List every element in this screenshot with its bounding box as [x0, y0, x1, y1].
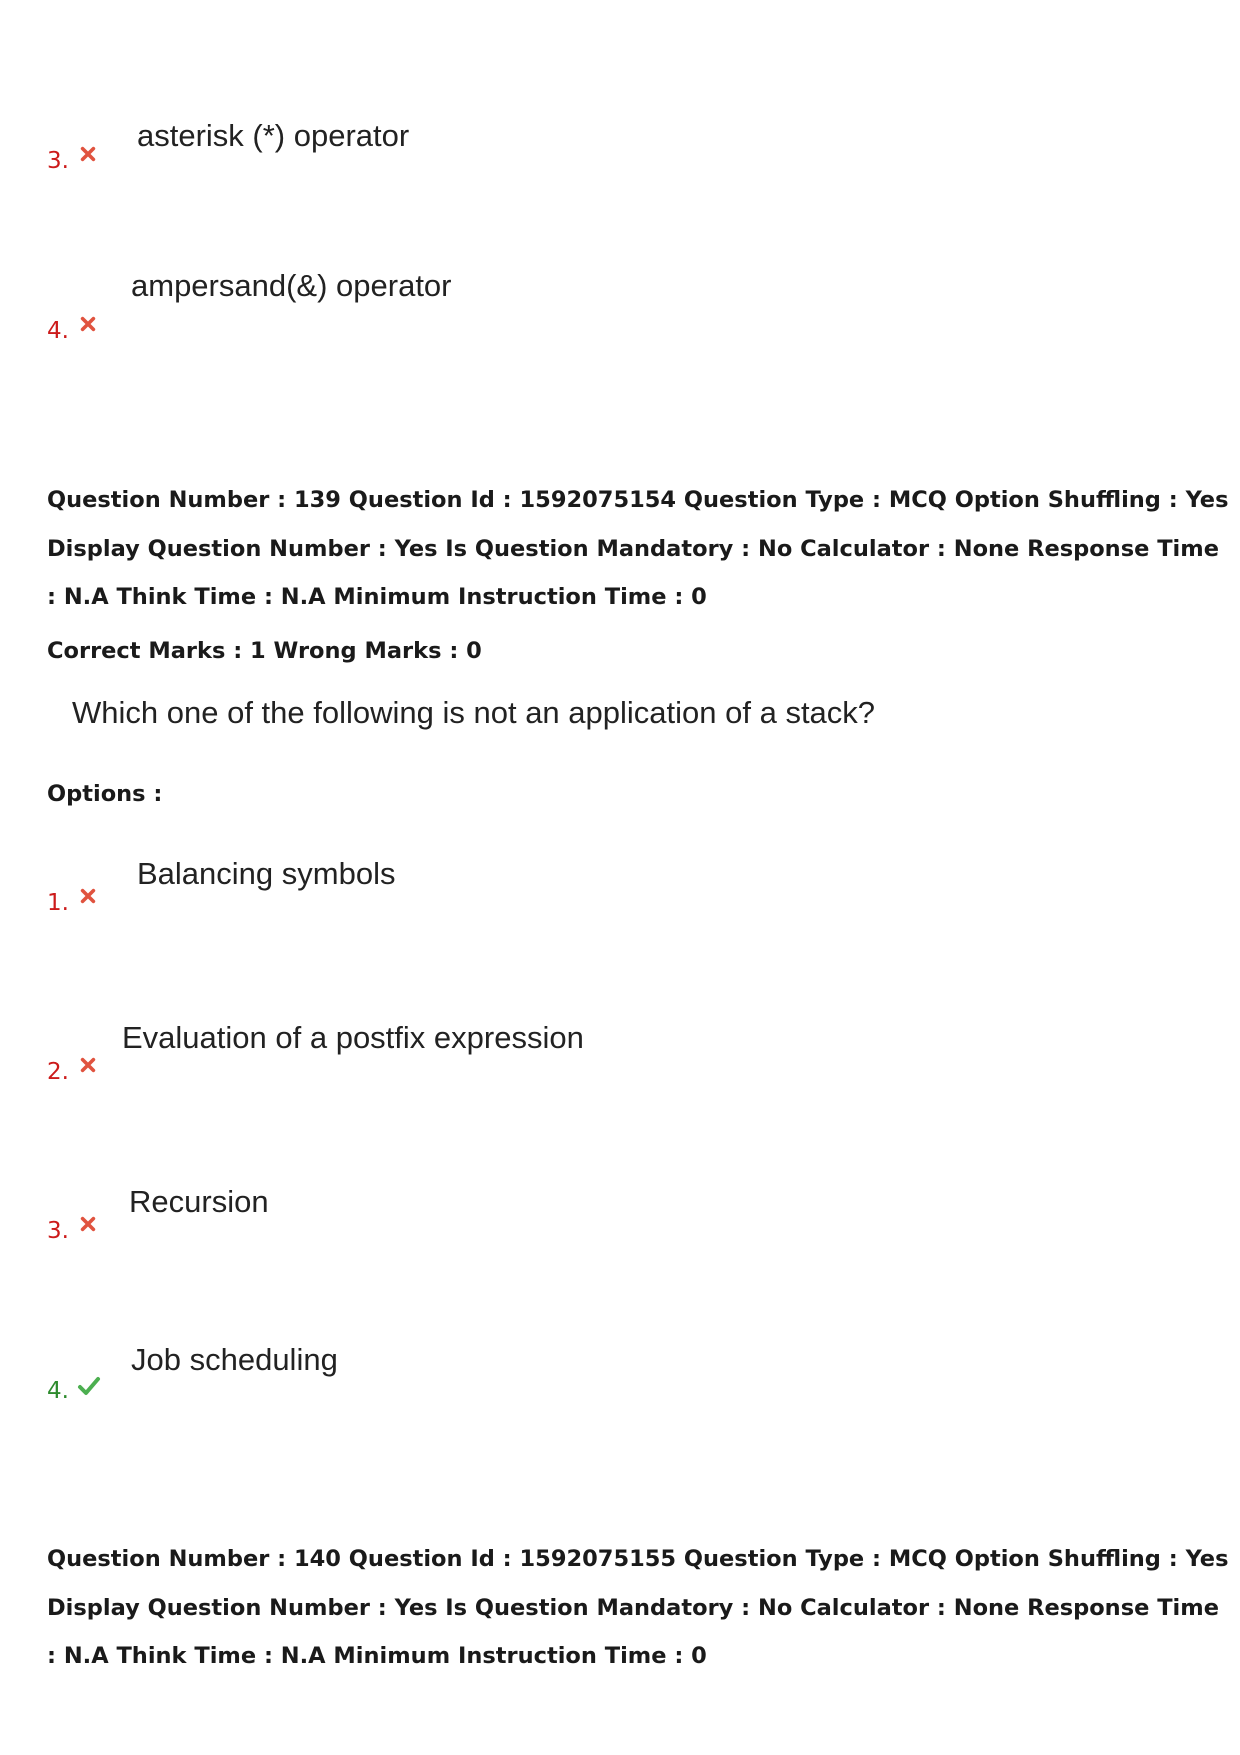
option-text: Recursion	[129, 1184, 269, 1219]
option-text: ampersand(&) operator	[131, 268, 452, 303]
meta-line: Question Number : 140 Question Id : 1592075155 Question Type : MCQ Option Shuffling : Yes	[47, 1546, 1229, 1572]
question-text: Which one of the following is not an application of a stack?	[72, 695, 876, 730]
cross-icon	[79, 145, 97, 163]
question-140-metadata	[47, 1535, 1229, 1681]
cross-icon	[79, 1056, 97, 1074]
question-139-metadata	[47, 476, 1229, 622]
options-label: Options :	[47, 781, 163, 807]
option-text: Job scheduling	[131, 1342, 338, 1377]
option-number: 4.	[47, 1380, 101, 1403]
meta-line: : N.A Think Time : N.A Minimum Instruction Time : 0	[47, 1643, 707, 1669]
meta-line: : N.A Think Time : N.A Minimum Instruction Time : 0	[47, 584, 707, 610]
option-number: 3.	[47, 150, 97, 173]
cross-icon	[79, 887, 97, 905]
option-text: Balancing symbols	[137, 856, 396, 891]
cross-icon	[79, 315, 97, 333]
option-number: 1.	[47, 892, 97, 915]
meta-line: Question Number : 139 Question Id : 1592075154 Question Type : MCQ Option Shuffling : Yes	[47, 487, 1229, 513]
check-icon	[77, 1376, 101, 1396]
option-number: 4.	[47, 320, 97, 343]
option-number: 3.	[47, 1220, 97, 1243]
meta-line: Display Question Number : Yes Is Question Mandatory : No Calculator : None Response Time	[47, 535, 1219, 562]
cross-icon	[79, 1215, 97, 1233]
meta-line: Display Question Number : Yes Is Question Mandatory : No Calculator : None Response Time	[47, 1594, 1219, 1621]
option-text: asterisk (*) operator	[137, 118, 410, 153]
option-number: 2.	[47, 1061, 97, 1084]
question-139-marks: Correct Marks : 1 Wrong Marks : 0	[47, 638, 482, 664]
option-text: Evaluation of a postfix expression	[122, 1020, 584, 1055]
